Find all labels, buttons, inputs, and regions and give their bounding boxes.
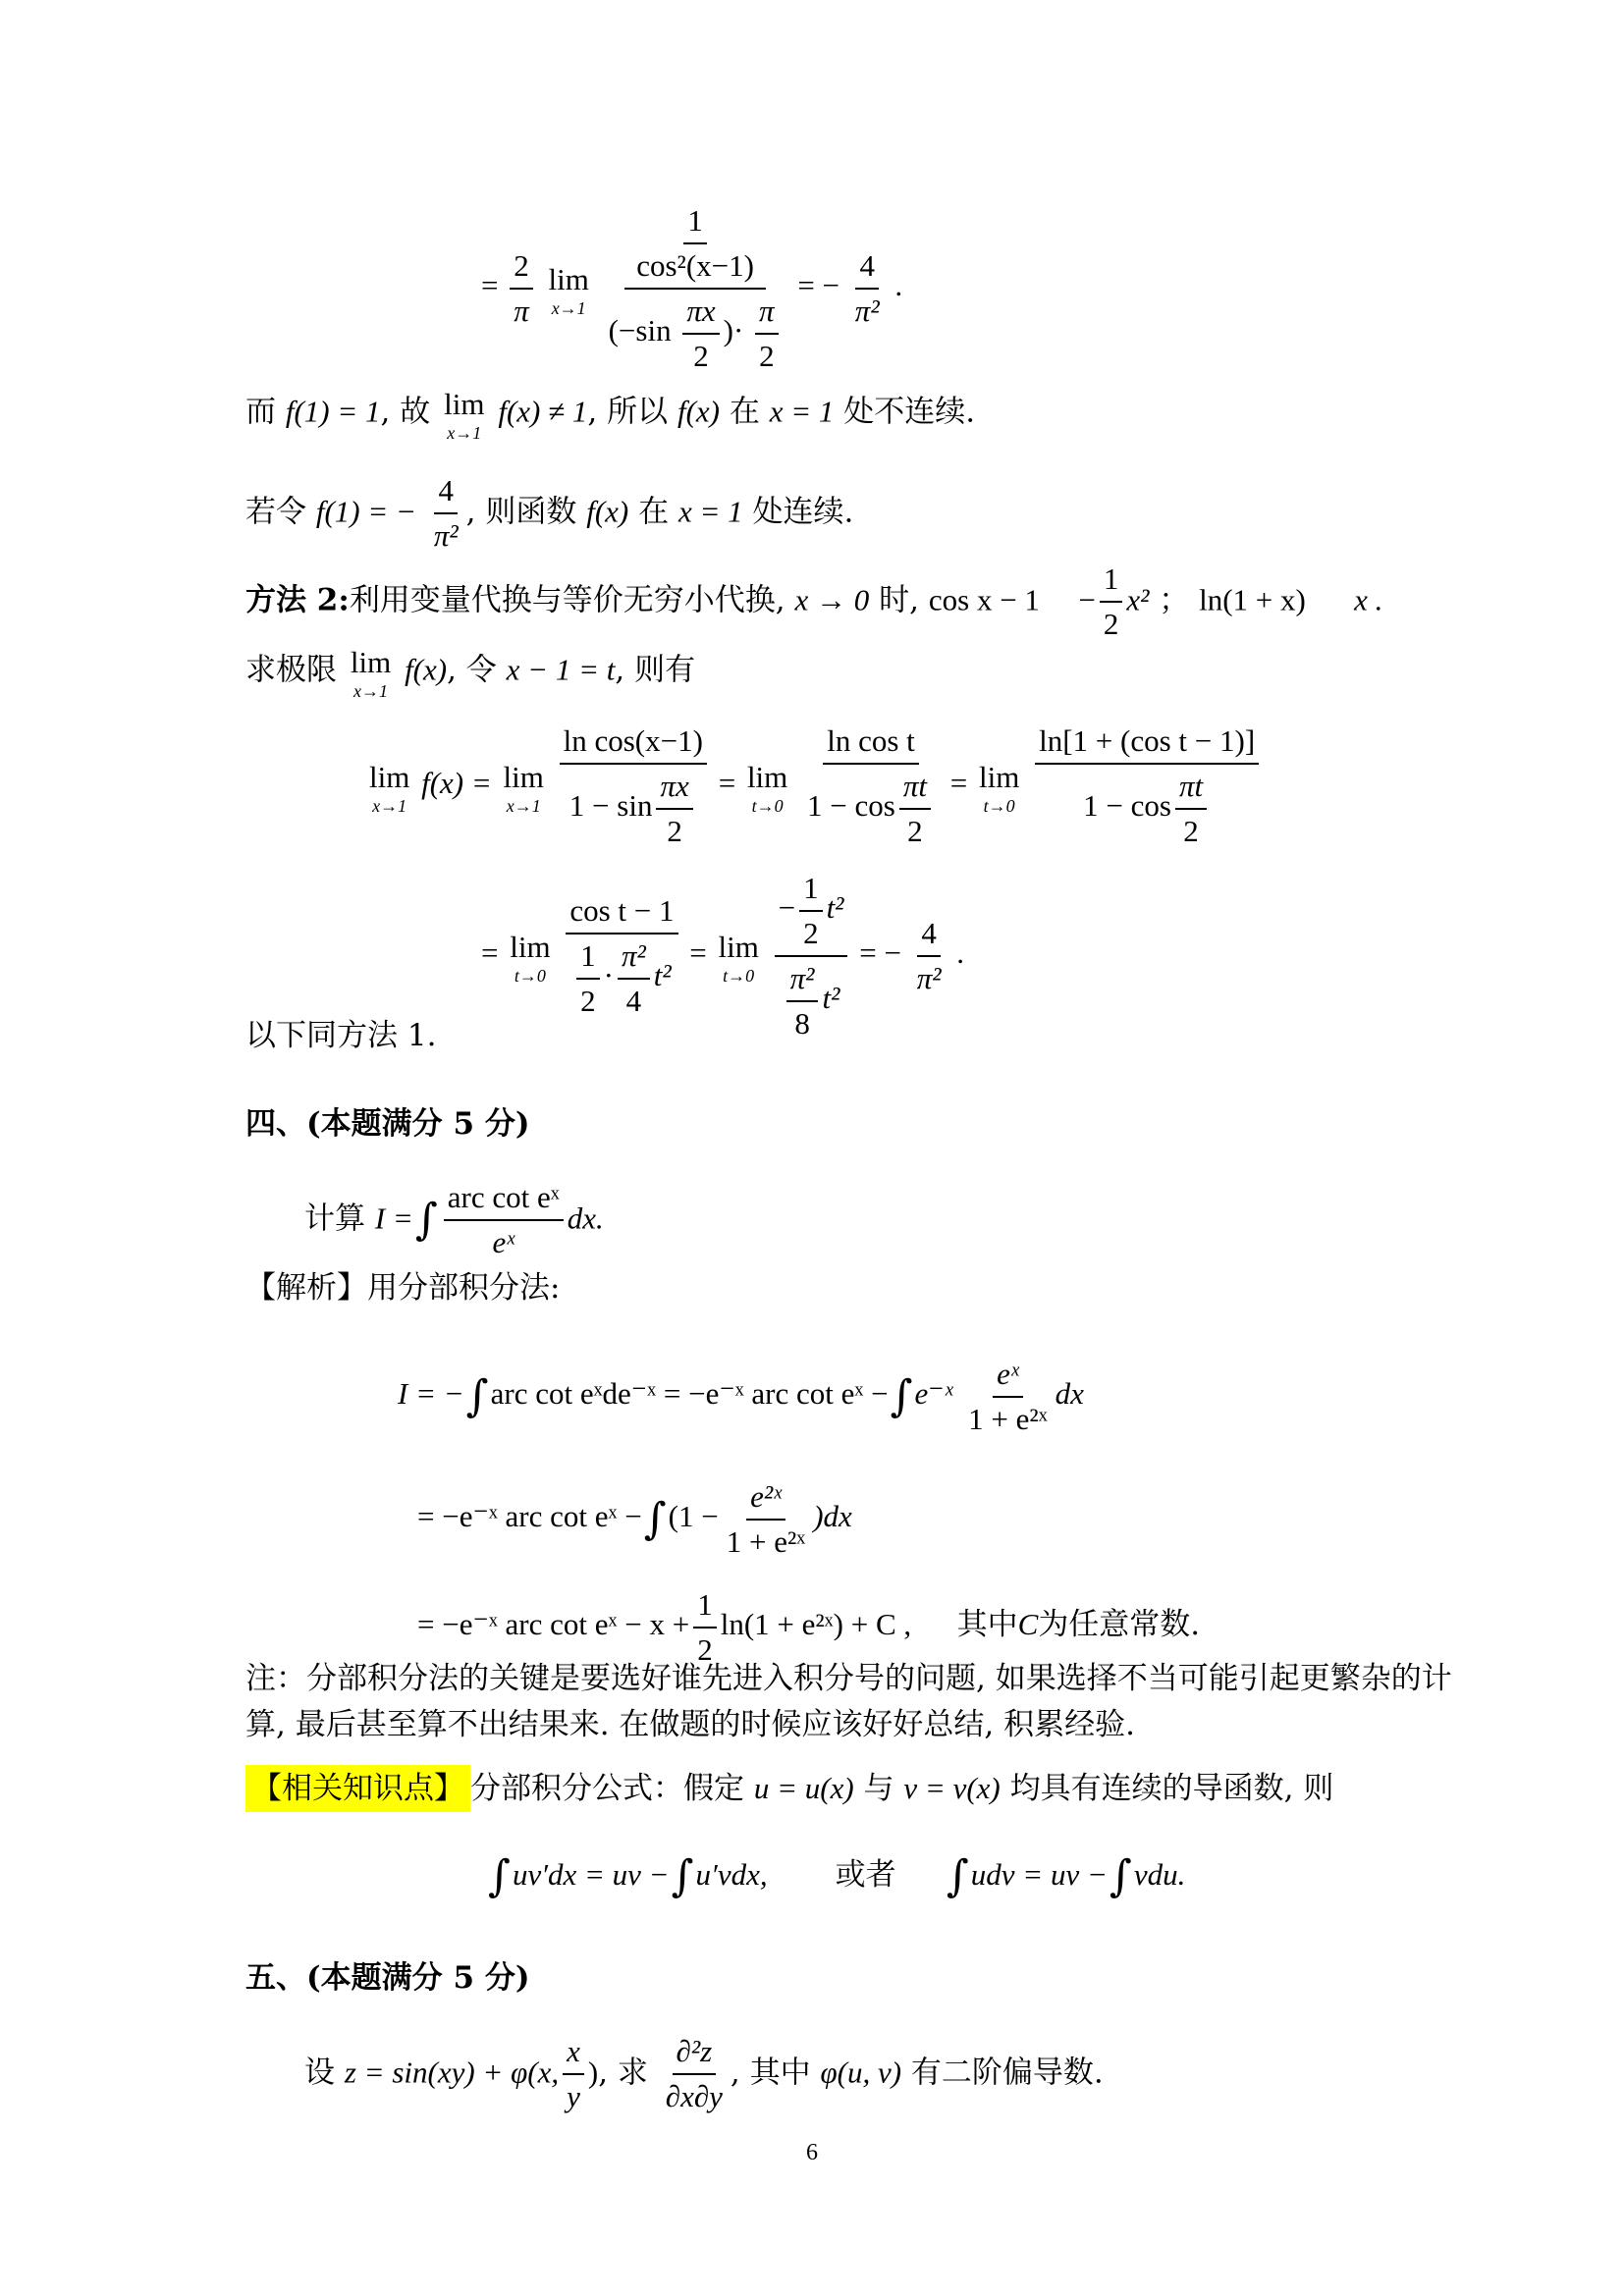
math: f(x): [677, 394, 720, 429]
fraction-denominator: 1 + e²ˣ: [968, 1402, 1048, 1436]
fraction-denominator: π²: [916, 961, 942, 995]
math: cos x − 1: [928, 582, 1040, 617]
method-2-line: [245, 560, 1382, 644]
fraction-numerator: 1: [799, 869, 823, 912]
text: , 则有: [615, 652, 696, 688]
limit-operator: [510, 928, 550, 985]
result-fraction: [851, 246, 884, 331]
math: t²: [822, 981, 840, 1016]
math: v = v(x): [903, 1771, 1001, 1805]
limit-equation-1: [365, 721, 1263, 851]
main-fraction: [605, 201, 786, 376]
derivative-fraction: [662, 2032, 727, 2116]
den-fraction-2: [755, 292, 779, 376]
text: 处连续.: [752, 494, 854, 530]
text: 处不连续.: [843, 394, 976, 430]
fraction-numerator: ∂²z: [673, 2032, 717, 2075]
text: , 则函数: [465, 494, 577, 530]
fraction-numerator: π²: [786, 959, 819, 1002]
section-4-title: 四、(本题满分 5 分): [245, 1106, 530, 1142]
math: −: [1078, 582, 1096, 617]
lim-text: lim: [746, 760, 788, 794]
math: z = sin(xy) + φ(x,: [344, 2055, 560, 2090]
main-denominator: [605, 290, 786, 376]
text: 设: [304, 2055, 335, 2091]
math: x − 1 = t: [506, 652, 616, 687]
eq-sign: =: [949, 766, 968, 801]
top-equation: [481, 201, 902, 376]
integral-sign: ∫: [414, 1195, 438, 1245]
main-numerator: [624, 201, 766, 290]
fraction-numerator: π: [755, 292, 779, 335]
lim-text: lim: [444, 387, 485, 421]
lim-subscript: x→1: [447, 423, 482, 443]
section-4-problem: [304, 1178, 604, 1262]
text: 有二阶偏导数.: [910, 2055, 1104, 2091]
math: )dx: [813, 1499, 852, 1534]
text: 计算: [304, 1201, 365, 1237]
redefine-line: [245, 471, 853, 556]
integration-step-1: [398, 1355, 1084, 1439]
math: C: [1017, 1607, 1039, 1642]
text: , 令: [447, 652, 497, 688]
integral-sign: ∫: [946, 1850, 969, 1901]
limit-operator: [747, 758, 787, 815]
fraction-denominator: 2: [1103, 607, 1119, 641]
text: 其中: [956, 1607, 1018, 1643]
integration-step-3: [417, 1585, 1200, 1670]
inner-fraction: [799, 869, 823, 953]
fraction-denominator: [803, 765, 939, 851]
math: = −e⁻ˣ arc cot eˣ −: [417, 1499, 642, 1534]
fraction-denominator: 8: [794, 1006, 810, 1041]
text: 而: [245, 394, 276, 430]
eq-sign: =: [689, 935, 707, 971]
math: f(x) ≠ 1: [498, 394, 588, 429]
fraction-numerator: 4: [917, 914, 941, 957]
fraction-denominator: [566, 765, 701, 851]
limit-substitution-line: [245, 643, 695, 700]
limit-operator: [979, 758, 1019, 815]
math: ): [587, 2055, 599, 2090]
fraction-numerator: 2: [510, 246, 533, 290]
text: ；: [1159, 582, 1190, 618]
integration-step-2: [417, 1477, 852, 1562]
fraction-denominator: 2: [759, 339, 775, 373]
fraction: [563, 2032, 584, 2116]
limit-equation-2: [481, 869, 964, 1043]
fraction-denominator: 2: [803, 916, 819, 950]
math: ln(1 + x): [1199, 582, 1306, 617]
fraction-denominator: π²: [854, 294, 880, 328]
fraction: [723, 1477, 810, 1562]
fraction-denominator: $\frac{1}{2}$ · $\frac{\text{π²}}{4}$ t²: [568, 934, 676, 1021]
fraction: [430, 471, 462, 556]
text: 均具有连续的导函数, 则: [1009, 1771, 1334, 1806]
math: (1 −: [668, 1499, 719, 1534]
period: .: [956, 935, 965, 971]
minus-sign: −: [778, 890, 796, 926]
coef-fraction: [510, 246, 533, 331]
fraction: [964, 1355, 1052, 1439]
limit-operator: [718, 928, 758, 985]
den-text: 1 − cos: [1083, 788, 1171, 824]
lim-text: lim: [369, 760, 410, 794]
text: 求极限: [245, 652, 337, 688]
text: 在: [638, 494, 670, 530]
lim-subscript: t→0: [514, 966, 546, 986]
fraction-numerator: 1: [1100, 560, 1123, 603]
result-sign: = −: [797, 268, 840, 303]
note-line-1: 注：分部积分法的关键是要选好谁先进入积分号的问题, 如果选择不当可能引起更繁杂的计: [245, 1661, 1452, 1696]
same-as-method-1: 以下同方法 1.: [245, 1018, 437, 1053]
text: 为任意常数.: [1038, 1607, 1201, 1643]
lim-subscript: x→1: [372, 796, 407, 816]
eq-sign: =: [481, 935, 499, 971]
inner-denominator: cos²(x−1): [636, 248, 754, 283]
method-label: 方法 2:: [245, 582, 350, 618]
text: , 所以: [587, 394, 669, 430]
analysis-heading: 【解析】用分部积分法:: [245, 1270, 561, 1306]
math: x²: [1126, 582, 1150, 617]
fraction-numerator: eˣ: [993, 1355, 1023, 1398]
math: f(1) = 1: [285, 394, 381, 429]
knowledge-line: [245, 1769, 1333, 1808]
fraction-2: [803, 721, 939, 851]
fraction-denominator: 2: [907, 814, 923, 848]
fraction: [1100, 560, 1123, 644]
math: t²: [826, 890, 844, 926]
knowledge-tag: 【相关知识点】: [245, 1765, 470, 1812]
fraction-denominator: 2: [1183, 814, 1199, 848]
fraction-numerator: cos t − 1: [566, 891, 677, 934]
math: u′vdx,: [695, 1857, 768, 1892]
lim-text: lim: [978, 760, 1020, 794]
math: f(1) = −: [315, 494, 416, 529]
den-text: 1 − cos: [807, 788, 895, 824]
text: , 求: [598, 2055, 648, 2091]
den-text: 1 − sin: [568, 788, 653, 824]
period: .: [894, 268, 903, 303]
math: t²: [653, 958, 672, 993]
page-number: 6: [806, 2140, 818, 2165]
lim-subscript: x→1: [353, 681, 389, 701]
fraction-denominator: 2: [580, 984, 596, 1018]
integral-sign: ∫: [465, 1371, 489, 1421]
text: , 其中: [730, 2055, 811, 2091]
fraction-numerator: πx: [656, 767, 692, 810]
fraction-denominator: 4: [625, 984, 642, 1018]
discontinuity-line: [245, 385, 975, 442]
text: , 故: [380, 394, 431, 430]
lim-subscript: x→1: [551, 298, 586, 318]
math: φ(u, v): [820, 2055, 902, 2090]
inner-fraction: [632, 201, 758, 286]
text: 分部积分公式：假定: [470, 1771, 744, 1806]
fraction: [693, 1585, 717, 1670]
integral-sign: ∫: [890, 1371, 913, 1421]
math: f(x): [586, 494, 629, 529]
limit-operator: [444, 385, 484, 442]
fraction-numerator: ln cos t: [823, 721, 919, 765]
math: = −e⁻ˣ arc cot eˣ − x +: [417, 1607, 690, 1642]
limit-operator: [369, 758, 409, 815]
math: x = 1: [677, 494, 743, 529]
integral-sign: ∫: [643, 1494, 667, 1544]
lim-text: lim: [350, 645, 392, 679]
math: I =: [374, 1201, 413, 1236]
result-fraction: [913, 914, 946, 998]
fraction-numerator: [775, 869, 848, 957]
math: vdu.: [1133, 1857, 1186, 1892]
fraction-numerator: e²ˣ: [746, 1477, 785, 1521]
eq-sign: =: [718, 766, 736, 801]
inner-fraction: [576, 936, 600, 1021]
fraction-denominator: [1079, 765, 1215, 851]
integration-by-parts-formula: [486, 1850, 1186, 1901]
lim-text: lim: [718, 930, 759, 964]
math: ln(1 + e²ˣ) + C ,: [720, 1607, 912, 1642]
limit-operator: [504, 758, 544, 815]
fraction-numerator: πx: [682, 292, 719, 335]
integral-sign: ∫: [671, 1850, 694, 1901]
den-part: (−sin: [608, 313, 672, 348]
fraction-1: [560, 721, 707, 851]
lim-subscript: t→0: [983, 796, 1015, 816]
limit-operator: [549, 260, 589, 317]
math: arc cot eˣde⁻ˣ = −e⁻ˣ arc cot eˣ −: [490, 1376, 889, 1412]
fraction-numerator: ln cos(x−1): [560, 721, 707, 765]
text: 时,: [879, 582, 920, 618]
inner-fraction: [618, 936, 650, 1021]
fraction-denominator: 2: [693, 339, 709, 373]
text: 在: [729, 394, 760, 430]
fraction-1: [566, 891, 677, 1021]
inner-fraction: [1175, 767, 1207, 851]
text: 或者: [835, 1857, 896, 1893]
section-5-problem: [304, 2032, 1104, 2116]
inner-fraction: [786, 959, 819, 1043]
math: udv = uv −: [970, 1857, 1108, 1892]
text: 若令: [245, 494, 306, 530]
fraction-denominator: 1 + e²ˣ: [726, 1524, 806, 1559]
lim-text: lim: [503, 760, 544, 794]
fraction-numerator: arc cot eˣ: [444, 1178, 564, 1221]
math: x .: [1354, 582, 1383, 617]
fraction-numerator: π²: [618, 936, 650, 980]
fraction-numerator: x: [563, 2032, 584, 2075]
lim-subscript: t→0: [751, 796, 784, 816]
eq-sign: =: [481, 268, 499, 303]
inner-numerator: 1: [683, 201, 707, 244]
fraction-denominator: 2: [697, 1632, 713, 1667]
note-line-2: 算, 最后甚至算不出结果来. 在做题的时候应该好好总结, 积累经验.: [245, 1707, 1135, 1742]
text: 与: [863, 1771, 894, 1806]
fraction-denominator: ∂x∂y: [665, 2079, 723, 2113]
limit-operator: [351, 643, 391, 700]
fraction-numerator: 4: [434, 471, 458, 514]
fraction-numerator: πt: [1175, 767, 1207, 810]
lim-subscript: x→1: [506, 796, 541, 816]
result-sign: = −: [859, 935, 901, 971]
integral-sign: ∫: [488, 1850, 511, 1901]
fraction-numerator: 1: [693, 1585, 717, 1629]
math: uv′dx = uv −: [512, 1857, 670, 1892]
fraction-denominator: [779, 957, 844, 1043]
section-5-title: 五、(本题满分 5 分): [245, 1960, 530, 1996]
math: e⁻ˣ: [914, 1376, 953, 1412]
fraction-denominator: π: [514, 294, 529, 328]
inner-fraction: [899, 767, 931, 851]
math: dx.: [567, 1201, 604, 1236]
math: I = −: [398, 1376, 464, 1412]
fraction-2: [775, 869, 848, 1043]
math: f(x): [405, 652, 448, 687]
inner-fraction: [656, 767, 692, 851]
integral-sign: ∫: [1109, 1850, 1132, 1901]
math: u = u(x): [753, 1771, 854, 1805]
math: dx: [1055, 1376, 1084, 1412]
text: 利用变量代换与等价无穷小代换,: [349, 582, 785, 618]
fraction-numerator: ln[1 + (cos t − 1)]: [1035, 721, 1259, 765]
fraction-denominator: eˣ: [492, 1225, 515, 1259]
math: f(x) =: [421, 766, 492, 801]
lim-text: lim: [548, 262, 589, 296]
den-part: )·: [723, 313, 744, 348]
fraction: [444, 1178, 564, 1262]
lim-subscript: t→0: [723, 966, 755, 986]
fraction-denominator: 2: [667, 814, 682, 848]
fraction-denominator: y: [567, 2079, 580, 2113]
fraction-denominator: π²: [433, 518, 459, 553]
lim-text: lim: [510, 930, 551, 964]
fraction-3: [1035, 721, 1259, 851]
den-fraction-1: [682, 292, 719, 376]
fraction-numerator: 4: [855, 246, 879, 290]
fraction-numerator: 1: [576, 936, 600, 980]
math: x = 1: [769, 394, 835, 429]
math: x → 0: [794, 582, 870, 617]
fraction-numerator: πt: [899, 767, 931, 810]
